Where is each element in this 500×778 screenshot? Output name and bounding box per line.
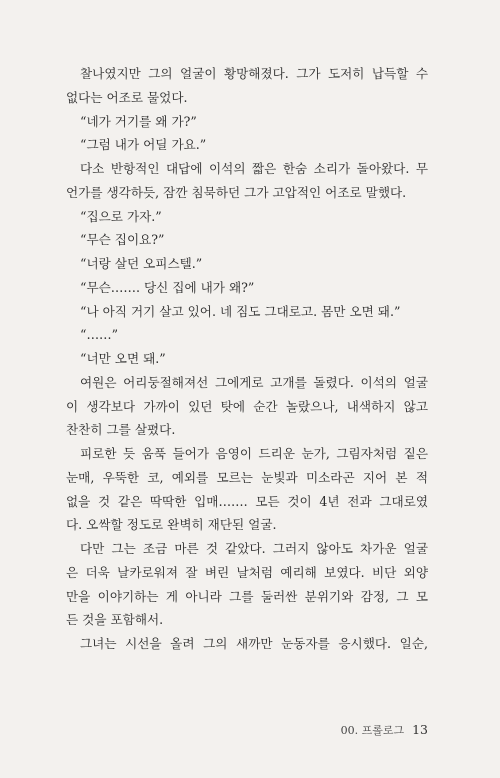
text-line: 언가를 생각하듯, 잠깐 침묵하던 그가 고압적인 어조로 말했다.	[66, 184, 407, 200]
page-number: 13	[412, 722, 428, 737]
text-line: 만을 이야기하는 게 아니라 그를 둘러싼 분위기와 감정, 그 모	[66, 588, 428, 604]
text-line: 찬찬히 그를 살폈다.	[66, 422, 176, 438]
text-line: 그녀는 시선을 올려 그의 새까만 눈동자를 응시했다. 일순,	[80, 636, 428, 651]
text-line: 찰나였지만 그의 얼굴이 황망해졌다. 그가 도저히 납득할 수	[80, 66, 428, 81]
text-line: 없을 것 같은 딱딱한 입매……. 모든 것이 4년 전과 그대로였	[66, 493, 428, 509]
text-line: 이 생각보다 가까이 있던 탓에 순간 놀랐으나, 내색하지 않고	[66, 398, 428, 414]
text-line: 여원은 어리둥절해져선 그에게로 고개를 돌렸다. 이석의 얼굴	[80, 374, 428, 390]
text-line: “나 아직 거기 살고 있어. 네 짐도 그대로고. 몸만 오면 돼.”	[80, 303, 401, 319]
text-line: “네가 거기를 왜 가?”	[80, 113, 197, 129]
text-line: “집으로 가자.”	[80, 208, 162, 224]
text-line: 다소 반항적인 대답에 이석의 짧은 한숨 소리가 돌아왔다. 무	[80, 161, 428, 176]
page-footer	[341, 722, 428, 738]
section-title: 00. 프롤로그	[340, 724, 405, 737]
text-line: “너랑 살던 오피스텔.”	[80, 256, 203, 271]
text-line: 눈매, 우뚝한 코, 예외를 모르는 눈빛과 미소라곤 지어 본 적	[66, 469, 428, 485]
text-line: 없다는 어조로 물었다.	[66, 89, 188, 105]
text-line: “무슨……. 당신 집에 내가 왜?”	[80, 279, 255, 295]
text-line: 은 더욱 날카로워져 잘 벼린 날처럼 예리해 보였다. 비단 외양	[66, 564, 428, 580]
text-line: “무슨 집이요?”	[80, 232, 165, 248]
text-line: 든 것을 포함해서.	[66, 612, 164, 628]
text-line: “너만 오면 돼.”	[80, 351, 166, 366]
text-line: “……”	[80, 327, 119, 343]
body-text	[66, 62, 428, 656]
text-line: 피로한 듯 움푹 들어가 음영이 드리운 눈가, 그림자처럼 짙은	[80, 446, 428, 461]
text-line: 다만 그는 조금 마른 것 같았다. 그러지 않아도 차가운 얼굴	[80, 541, 428, 556]
text-line: 다. 오싹할 정도로 완벽히 재단된 얼굴.	[66, 517, 277, 533]
text-line: “그럼 내가 어딜 가요.”	[80, 137, 207, 153]
